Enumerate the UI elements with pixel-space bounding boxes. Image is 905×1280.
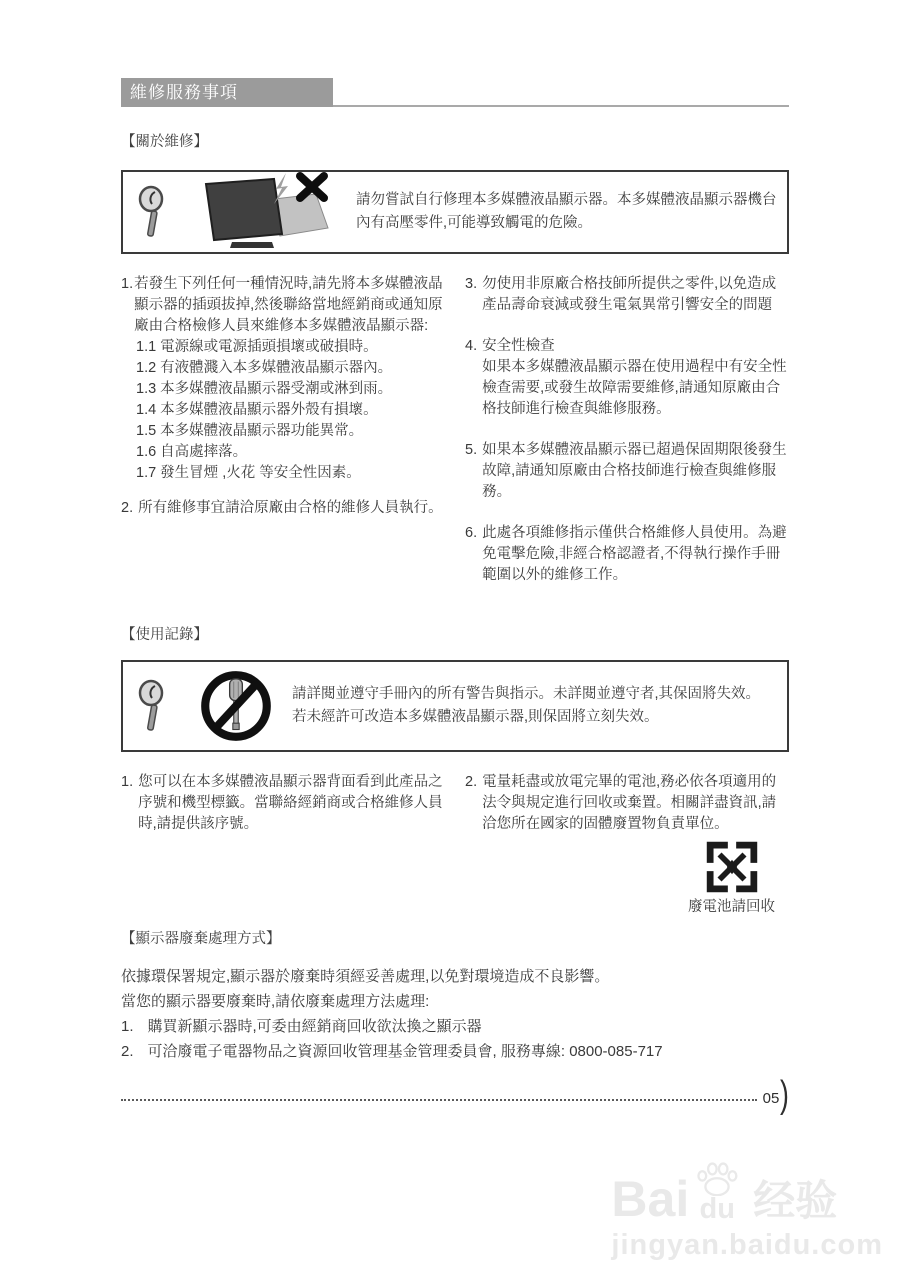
list-item <box>121 1014 789 1039</box>
repair-column-right <box>465 274 789 586</box>
section-heading-usage: 【使用記錄】 <box>121 627 208 643</box>
usage-column-right <box>465 772 789 916</box>
usage-warning-box <box>121 660 789 752</box>
usage-warning-line2: 若未經許可改造本多媒體液晶顯示器,則保固將立刻失效。 <box>292 709 659 725</box>
battery-recycle-icon <box>706 841 758 893</box>
item-number: 2. <box>121 1043 134 1060</box>
item-text: 可洽廢電子電器物品之資源回收管理基金管理委員會, 服務專線: 0800-085-717 <box>147 1043 663 1060</box>
disposal-intro2: 當您的顯示器要廢棄時,請依廢棄處理方法處理: <box>121 993 430 1010</box>
watermark-du-block <box>693 1162 741 1225</box>
item-text: 如果本多媒體液晶顯示器已超過保固期限後發生故障,請通知原廠由合格技師進行檢查與維修服務。 <box>482 442 787 500</box>
footer-rule <box>121 1074 793 1116</box>
magnifier-icon <box>136 184 168 240</box>
item-text: 您可以在本多媒體液晶顯示器背面看到此產品之序號和機型標籤。當聯絡經銷商或合格維修人員時,請提供該序號。 <box>138 774 443 832</box>
item-title: 安全性檢查 <box>482 338 555 354</box>
list-item <box>121 274 451 337</box>
sub-item: 1.3 本多媒體液晶顯示器受潮或淋到雨。 <box>136 381 393 397</box>
magnifier-icon <box>136 678 168 734</box>
watermark-url: jingyan.baidu.com <box>611 1229 883 1262</box>
item-text <box>482 336 789 420</box>
repair-columns <box>121 274 789 586</box>
usage-column-left <box>121 772 451 835</box>
item-text: 若發生下列任何一種情況時,請先將本多媒體液晶顯示器的插頭拔掉,然後聯絡當地經銷商或通知原廠由合格檢修人員來維修本多媒體液晶顯示器: <box>134 276 443 334</box>
disposal-intro1: 依據環保署規定,顯示器於廢棄時須經妥善處理,以免對環境造成不良影響。 <box>121 968 610 985</box>
list-item <box>121 772 451 835</box>
paw-icon <box>693 1162 741 1196</box>
page-number: 05 <box>762 1090 780 1107</box>
sub-item: 1.4 本多媒體液晶顯示器外殼有損壞。 <box>136 402 378 418</box>
recycle-caption: 廢電池請回收 <box>688 899 775 915</box>
usage-columns <box>121 772 789 916</box>
watermark-du: du <box>699 1193 735 1225</box>
page-title: 維修服務事項 <box>121 78 333 107</box>
item-text: 勿使用非原廠合格技師所提供之零件,以免造成產品壽命衰減或發生電氣異常引響安全的問題 <box>482 276 777 313</box>
item-number: 6. <box>465 525 478 541</box>
item-text: 購買新顯示器時,可委由經銷商回收欲汰換之顯示器 <box>147 1018 482 1035</box>
item-text: 電量耗盡或放電完畢的電池,務必依各項適用的法令與規定進行回收或棄置。相關詳盡資訊,請洽您所在國家的固體廢置物負責單位。 <box>482 774 777 832</box>
sub-item: 1.2 有液體濺入本多媒體液晶顯示器內。 <box>136 360 393 376</box>
repair-warning-text: 請勿嘗試自行修理本多媒體液晶顯示器。本多媒體液晶顯示器機台內有高壓零件,可能導致觸電的危險。 <box>356 192 777 231</box>
page-number-paren: ) <box>780 1074 790 1116</box>
item-number: 1. <box>121 774 134 790</box>
usage-warning-text <box>292 683 762 729</box>
item-number: 2. <box>121 500 134 516</box>
usage-warning-line1: 請詳閱並遵守手冊內的所有警告與指示。未詳閱並遵守者,其保固將失效。 <box>292 686 761 702</box>
page-content <box>121 0 789 1064</box>
item-number: 1. <box>121 1018 134 1035</box>
item-body: 如果本多媒體液晶顯示器在使用過程中有安全性檢查需要,或發生故障需要維修,請通知原廠由合格技師進行檢查與維修服務。 <box>482 359 787 417</box>
watermark-jingyan: 经验 <box>753 1177 838 1225</box>
item-number: 4. <box>465 338 478 354</box>
sub-item: 1.1 電源線或電源插頭損壞或破損時。 <box>136 339 378 355</box>
item-number: 3. <box>465 276 478 292</box>
item-number: 2. <box>465 774 478 790</box>
list-item <box>465 274 789 316</box>
sub-item: 1.6 自高處摔落。 <box>136 444 248 460</box>
item-number: 5. <box>465 442 478 458</box>
sub-item: 1.5 本多媒體液晶顯示器功能異常。 <box>136 423 364 439</box>
item-number: 1. <box>121 276 134 292</box>
battery-recycle-block <box>688 841 775 916</box>
no-self-repair-icon <box>188 170 338 254</box>
baidu-jingyan-watermark <box>611 1162 883 1262</box>
repair-column-left <box>121 274 451 519</box>
watermark-logo-row <box>611 1162 883 1228</box>
prohibition-screwdriver-icon <box>198 668 274 744</box>
list-item <box>465 336 789 420</box>
list-item <box>465 523 789 586</box>
item-text: 所有維修事宜請洽原廠由合格的維修人員執行。 <box>138 500 443 516</box>
disposal-text <box>121 964 789 1064</box>
list-item <box>121 1039 789 1064</box>
sub-item: 1.7 發生冒煙 ,火花 等安全性因素。 <box>136 465 361 481</box>
watermark-bai: Bai <box>611 1171 690 1228</box>
dotted-line <box>121 1097 757 1101</box>
section-heading-repair: 【關於維修】 <box>121 134 208 150</box>
repair-warning-box <box>121 170 789 254</box>
header-rule <box>121 78 789 107</box>
section-heading-disposal: 【顯示器廢棄處理方式】 <box>121 931 281 947</box>
list-item <box>465 440 789 503</box>
item-text: 此處各項維修指示僅供合格維修人員使用。為避免電擊危險,非經合格認證者,不得執行操作手冊範圍以外的維修工作。 <box>482 525 787 583</box>
list-item <box>121 498 451 519</box>
list-item <box>465 772 789 835</box>
